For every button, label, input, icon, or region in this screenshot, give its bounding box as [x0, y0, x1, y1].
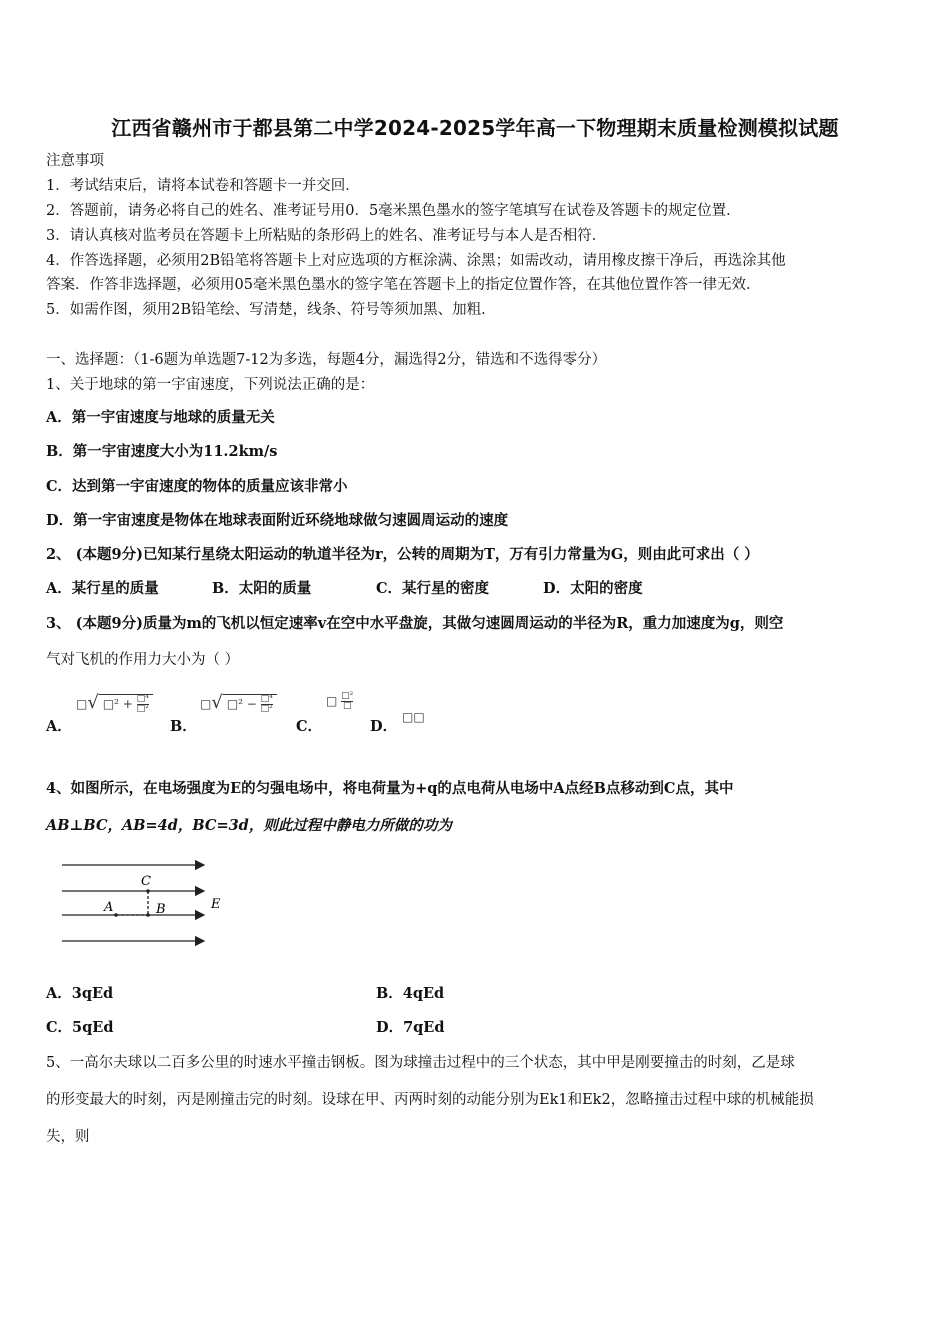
q4-stem-1: 4、如图所示，在电场强度为E的匀强电场中，将电荷量为+q的点电荷从电场中A点经B点移动到C点，其中: [46, 780, 734, 797]
q4-option-a: A．3qEd: [46, 985, 114, 1002]
q3-formula-c: □ $\frac{\text{□²}}{□}$: [326, 691, 354, 711]
q2-option-a: A．某行星的质量: [46, 580, 159, 597]
q3-option-c: C．: [296, 718, 323, 735]
q2-option-d: D．太阳的密度: [543, 580, 643, 597]
q1-option-d: D．第一宇宙速度是物体在地球表面附近环绕地球做匀速圆周运动的速度: [46, 512, 509, 529]
q3-formula-d: □□: [402, 710, 425, 724]
q3-stem-1: 3、 (本题9分)质量为m的飞机以恒定速率v在空中水平盘旋，其做匀速圆周运动的半径为R，重力加速度为g，则空: [46, 615, 784, 632]
q4-stem-2: AB⊥BC，AB=4d，BC=3d，则此过程中静电力所做的功为: [46, 817, 452, 834]
q4-option-c: C．5qEd: [46, 1019, 114, 1036]
notice-item-2: 2．答题前，请务必将自己的姓名、准考证号用0．5毫米黑色墨水的签字笔填写在试卷及答题卡的规定位置．: [46, 203, 741, 219]
q3-stem-2: 气对飞机的作用力大小为（ ）: [46, 652, 240, 668]
q5-line-3: 失，则: [46, 1129, 90, 1145]
q1-option-c: C．达到第一宇宙速度的物体的质量应该非常小: [46, 478, 348, 495]
q5-line-2: 的形变最大的时刻，丙是刚撞击完的时刻。设球在甲、丙两时刻的动能分别为Ek1和Ek2，忽略撞击过程中球的机械能损: [46, 1092, 814, 1108]
point-c: [146, 889, 150, 893]
exam-title: 江西省赣州市于都县第二中学2024-2025学年高一下物理期末质量检测模拟试题: [111, 116, 839, 140]
label-e: E: [211, 897, 221, 912]
q3-option-d: D．: [370, 718, 398, 735]
q2-option-c: C．某行星的密度: [376, 580, 490, 597]
q4-option-d: D．7qEd: [376, 1019, 445, 1036]
notice-item-4: 4．作答选择题，必须用2B铅笔将答题卡上对应选项的方框涂满、涂黑；如需改动，请用橡皮擦干净后，再选涂其他: [46, 253, 786, 269]
point-b: [146, 913, 150, 917]
q5-line-1: 5、一高尔夫球以二百多公里的时速水平撞击钢板。图为球撞击过程中的三个状态，其中甲是刚要撞击的时刻，乙是球: [46, 1055, 795, 1071]
notice-item-1: 1．考试结束后，请将本试卷和答题卡一并交回．: [46, 178, 360, 194]
q3-formula-a: □√ □² + $\frac{\text{□⁴}}{\text{□²}}$: [76, 692, 153, 714]
q3-option-a: A．: [46, 718, 72, 735]
notice-item-5: 5．如需作图，须用2B铅笔绘、写清楚，线条、符号等须加黑、加粗．: [46, 302, 496, 318]
notice-heading: 注意事项: [46, 153, 104, 169]
point-a: [114, 913, 118, 917]
q1-option-a: A．第一宇宙速度与地球的质量无关: [46, 409, 275, 426]
notice-item-4-cont: 答案．作答非选择题，必须用05毫米黑色墨水的签字笔在答题卡上的指定位置作答，在其他位置作答一律无效．: [46, 277, 761, 293]
q2-option-b: B．太阳的质量: [212, 580, 312, 597]
section-heading: 一、选择题：（1-6题为单选题7-12为多选，每题4分，漏选得2分，错选和不选得零分）: [46, 352, 607, 368]
notice-item-3: 3．请认真核对监考员在答题卡上所粘贴的条形码上的姓名、准考证号与本人是否相符．: [46, 228, 607, 244]
label-a: A: [104, 900, 114, 915]
q1-stem: 1、关于地球的第一宇宙速度，下列说法正确的是：: [46, 377, 375, 393]
q4-option-b: B．4qEd: [376, 985, 445, 1002]
label-c: C: [141, 874, 151, 889]
label-b: B: [156, 902, 166, 917]
electric-field-figure: [56, 858, 236, 958]
q2-stem: 2、 (本题9分)已知某行星绕太阳运动的轨道半径为r，公转的周期为T，万有引力常量为G，则由此可求出（ ）: [46, 546, 759, 563]
q3-option-b: B．: [170, 718, 197, 735]
q3-formula-b: □√ □² − $\frac{\text{□⁴}}{\text{□²}}$: [200, 692, 277, 714]
q1-option-b: B．第一宇宙速度大小为11.2km/s: [46, 443, 278, 460]
